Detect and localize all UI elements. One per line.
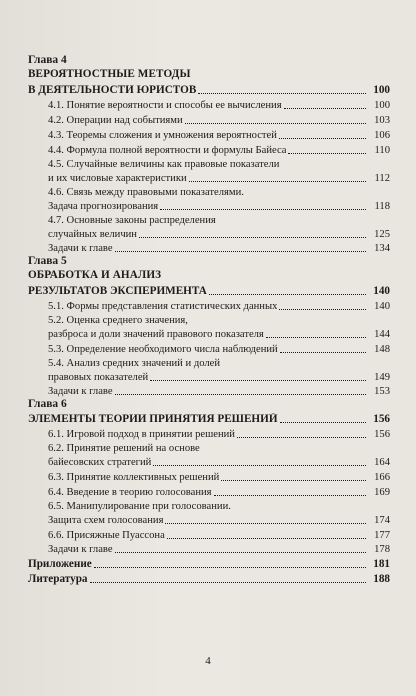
entry-text: 6.1. Игровой подход в принятии решений bbox=[48, 429, 235, 440]
toc-entry-first-line[interactable]: 4.5. Случайные величины как правовые показатели bbox=[48, 159, 280, 170]
dot-leader bbox=[279, 309, 366, 310]
entry-text: Задачи к главе bbox=[48, 386, 113, 397]
toc-entry[interactable] bbox=[28, 171, 390, 185]
dot-leader bbox=[160, 209, 366, 210]
entry-text: Приложение bbox=[28, 558, 92, 570]
chapter-title-line: В ДЕЯТЕЛЬНОСТИ ЮРИСТОВ bbox=[28, 84, 197, 96]
toc-entry-first-line[interactable]: 4.6. Связь между правовыми показателями. bbox=[48, 187, 244, 198]
dot-leader bbox=[94, 567, 366, 568]
page-ref: 134 bbox=[374, 243, 390, 254]
toc-entry-first-line[interactable]: 4.7. Основные законы распределения bbox=[48, 215, 216, 226]
page-ref: 149 bbox=[374, 372, 390, 383]
chapter-label: Глава 5 bbox=[28, 255, 67, 267]
chapter-title-row bbox=[28, 283, 390, 298]
entry-text: и их числовые характеристики bbox=[48, 173, 187, 184]
entry-text: 4.4. Формула полной вероятности и формулы Байеса bbox=[48, 145, 287, 156]
dot-leader bbox=[185, 123, 366, 124]
toc-entry[interactable] bbox=[28, 327, 390, 341]
toc-entry[interactable] bbox=[28, 469, 390, 484]
toc-entry[interactable] bbox=[28, 513, 390, 527]
page-ref: 156 bbox=[374, 429, 390, 440]
page-ref: 144 bbox=[374, 329, 390, 340]
page-ref: 177 bbox=[374, 530, 390, 541]
entry-text: 4.1. Понятие вероятности и способы ее вычисления bbox=[48, 100, 282, 111]
page-ref: 110 bbox=[374, 145, 390, 156]
toc-entry-first-line[interactable]: 5.2. Оценка среднего значения, bbox=[48, 315, 188, 326]
entry-text: 5.3. Определение необходимого числа наблюдений bbox=[48, 344, 278, 355]
toc-entry-appendix[interactable] bbox=[28, 556, 390, 571]
chapter-title-line: РЕЗУЛЬТАТОВ ЭКСПЕРИМЕНТА bbox=[28, 285, 207, 297]
dot-leader bbox=[209, 294, 366, 295]
chapter-title-row bbox=[28, 82, 390, 97]
page-ref: 181 bbox=[373, 558, 390, 570]
entry-text: правовых показателей bbox=[48, 372, 149, 383]
dot-leader bbox=[139, 237, 366, 238]
page-ref: 164 bbox=[374, 457, 390, 468]
dot-leader bbox=[90, 582, 366, 583]
page-number: 4 bbox=[205, 655, 211, 667]
dot-leader bbox=[221, 480, 366, 481]
dot-leader bbox=[165, 523, 366, 524]
toc-entry-first-line[interactable]: 5.4. Анализ средних значений и долей bbox=[48, 358, 221, 369]
entry-text: случайных величин bbox=[48, 229, 137, 240]
entry-text: Задачи к главе bbox=[48, 243, 113, 254]
page-ref: 178 bbox=[374, 544, 390, 555]
toc-entry-first-line[interactable]: 6.5. Манипулирование при голосовании. bbox=[48, 501, 231, 512]
dot-leader bbox=[153, 465, 366, 466]
entry-text: Задача прогнозирования bbox=[48, 201, 159, 212]
page-ref: 103 bbox=[374, 115, 390, 126]
page-ref: 169 bbox=[374, 487, 390, 498]
dot-leader bbox=[150, 380, 366, 381]
dot-leader bbox=[279, 138, 366, 139]
toc-entry[interactable] bbox=[28, 370, 390, 384]
entry-text: 5.1. Формы представления статистических данных bbox=[48, 301, 278, 312]
page-ref: 166 bbox=[374, 472, 390, 483]
page-ref: 100 bbox=[374, 100, 390, 111]
dot-leader bbox=[214, 495, 366, 496]
dot-leader bbox=[288, 153, 366, 154]
toc-entry[interactable] bbox=[28, 341, 390, 356]
page-ref: 140 bbox=[374, 301, 390, 312]
entry-text: 4.3. Теоремы сложения и умножения вероятностей bbox=[48, 130, 277, 141]
toc-entry[interactable] bbox=[28, 241, 390, 255]
chapter-title-line: ВЕРОЯТНОСТНЫЕ МЕТОДЫ bbox=[28, 68, 191, 80]
dot-leader bbox=[280, 352, 366, 353]
entry-text: Литература bbox=[28, 573, 88, 585]
toc-entry-literature[interactable] bbox=[28, 571, 390, 586]
page-ref: 156 bbox=[373, 413, 390, 425]
dot-leader bbox=[266, 337, 366, 338]
chapter-title-row bbox=[28, 411, 390, 426]
toc-entry[interactable] bbox=[28, 199, 390, 213]
page-ref: 140 bbox=[373, 285, 390, 297]
chapter-6 bbox=[28, 398, 390, 556]
page-ref: 153 bbox=[374, 386, 390, 397]
entry-text: 4.2. Операции над событиями bbox=[48, 115, 183, 126]
toc-entry[interactable] bbox=[28, 142, 390, 157]
dot-leader bbox=[167, 538, 366, 539]
dot-leader bbox=[115, 552, 366, 553]
toc-entry[interactable] bbox=[28, 298, 390, 313]
page-ref: 112 bbox=[374, 173, 390, 184]
chapter-label: Глава 4 bbox=[28, 54, 67, 66]
page-ref: 100 bbox=[373, 84, 390, 96]
dot-leader bbox=[284, 108, 366, 109]
entry-text: Защита схем голосования bbox=[48, 515, 164, 526]
toc-entry[interactable] bbox=[28, 455, 390, 469]
page-ref: 118 bbox=[374, 201, 390, 212]
toc-entry[interactable] bbox=[28, 542, 390, 556]
dot-leader bbox=[198, 93, 366, 94]
toc-entry[interactable] bbox=[28, 384, 390, 398]
entry-text: Задачи к главе bbox=[48, 544, 113, 555]
chapter-4 bbox=[28, 54, 390, 255]
dot-leader bbox=[189, 181, 366, 182]
page-ref: 148 bbox=[374, 344, 390, 355]
toc-entry[interactable] bbox=[28, 127, 390, 142]
toc-entry[interactable] bbox=[28, 97, 390, 112]
entry-text: разброса и доли значений правового показателя bbox=[48, 329, 264, 340]
entry-text: 6.6. Присяжные Пуассона bbox=[48, 530, 165, 541]
entry-text: байесовских стратегий bbox=[48, 457, 152, 468]
toc-entry[interactable] bbox=[28, 426, 390, 441]
toc-entry[interactable] bbox=[28, 527, 390, 542]
page-ref: 188 bbox=[373, 573, 390, 585]
dot-leader bbox=[115, 251, 366, 252]
chapter-title-line: ЭЛЕМЕНТЫ ТЕОРИИ ПРИНЯТИЯ РЕШЕНИЙ bbox=[28, 413, 278, 425]
dot-leader bbox=[115, 394, 366, 395]
toc-entry[interactable] bbox=[28, 112, 390, 127]
table-of-contents bbox=[28, 54, 390, 586]
toc-entry-first-line[interactable]: 6.2. Принятие решений на основе bbox=[48, 443, 200, 454]
page-ref: 125 bbox=[374, 229, 390, 240]
chapter-label: Глава 6 bbox=[28, 398, 67, 410]
entry-text: 6.3. Принятие коллективных решений bbox=[48, 472, 220, 483]
chapter-title-line: ОБРАБОТКА И АНАЛИЗ bbox=[28, 269, 162, 281]
toc-entry[interactable] bbox=[28, 484, 390, 499]
entry-text: 6.4. Введение в теорию голосования bbox=[48, 487, 212, 498]
dot-leader bbox=[280, 422, 366, 423]
toc-entry[interactable] bbox=[28, 227, 390, 241]
page-ref: 174 bbox=[374, 515, 390, 526]
page-ref: 106 bbox=[374, 130, 390, 141]
chapter-5 bbox=[28, 255, 390, 398]
dot-leader bbox=[237, 437, 366, 438]
